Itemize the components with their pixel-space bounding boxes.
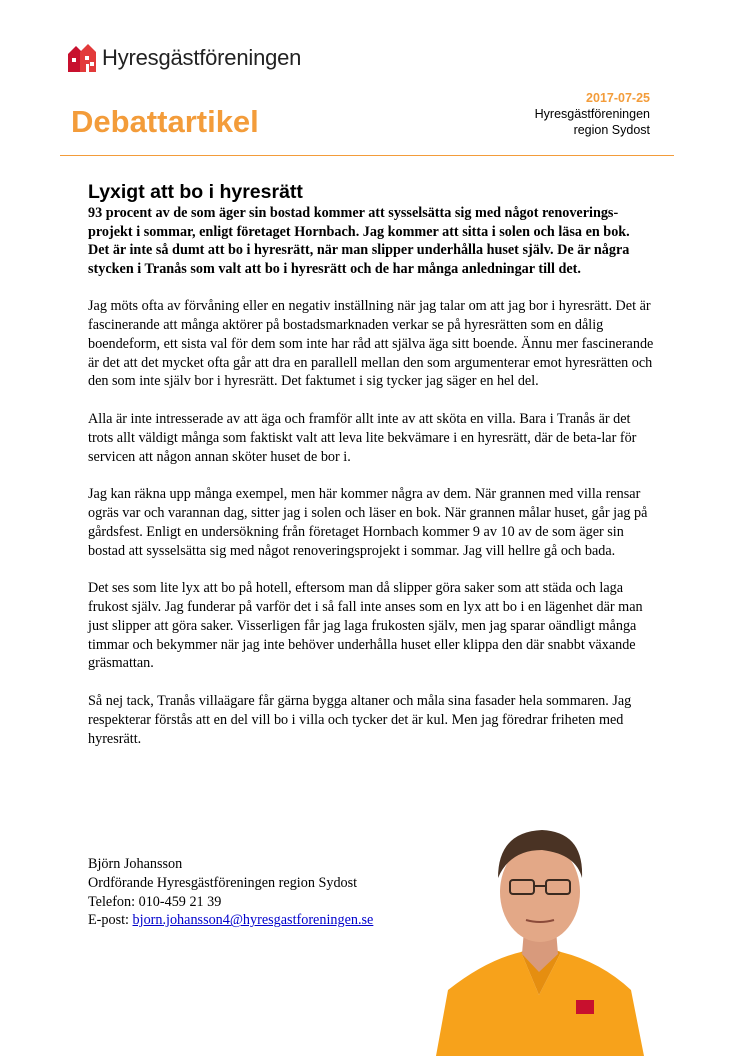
author-email-line <box>88 911 373 930</box>
brand-logo <box>66 40 301 76</box>
document-type-heading: Debattartikel <box>71 104 259 139</box>
author-phone: Telefon: 010-459 21 39 <box>88 893 222 910</box>
document-date: 2017-07-25 <box>586 91 650 105</box>
article-paragraph: Alla är inte intresserade av att äga och framför allt inte av att sköta en villa. Bara i Tranås är det trots allt väldigt många som faktiskt valt att leva lite bekvämare i en hyresrätt, där de beta-lar för servicen att någon annan sköter huset de bor i. <box>88 410 637 465</box>
article-paragraph: Jag möts ofta av förvåning eller en negativ inställning när jag talar om att jag bor i hyresrätt. Det är fascinerande att många aktörer på bostadsmarknaden verkar se på hyresrätten som en dålig boendeform, ett sista val för dem som inte har råd att själva äga sitt boende. Ännu mer fascinerande är det att det mycket ofta går att dra en parallell mellan den som argumenterar emot hyresrätten och den som inte själv bor i hyresrätt. Det faktumet i sig tycker jag säger en hel del. <box>88 298 654 390</box>
email-label: E-post: <box>88 912 133 929</box>
header-divider <box>60 155 674 156</box>
logo-text: Hyresgästföreningen <box>102 45 302 70</box>
author-title: Ordförande Hyresgästföreningen region Sydost <box>88 874 358 891</box>
document-meta <box>535 90 650 138</box>
article-lead: 93 procent av de som äger sin bostad kommer att sysselsätta sig med något renoverings-projekt i sommar, enligt företaget Hornbach. Jag kommer att sitta i solen och läsa en bok. Det är inte så dumt att bo i hyresrätt, när man slipper underhålla huset själv. De är några stycken i Tranås som valt att bo i hyresrätt och de har många anledningar till det. <box>88 205 630 277</box>
article-paragraph: Jag kan räkna upp många exempel, men här kommer några av dem. När grannen med villa rensar ogräs var och varannan dag, sitter jag i solen och läser en bok. När grannen målar huset, går jag på gårdsfest. Enligt en undersökning från företaget Hornbach kommer 9 av 10 av de som äger sin bostad att sysselsätta sig med något renoveringsprojekt i sommar. Jag vill hellre gå och bada. <box>88 486 648 559</box>
signature-block <box>88 855 373 930</box>
article-paragraph: Så nej tack, Tranås villaägare får gärna bygga altaner och måla sina fasader hela sommaren. Jag respekterar förstås att en del vill bo i villa och tycker det är kul. Men jag föredrar friheten med hyresrätt. <box>88 692 632 747</box>
org-region: region Sydost <box>573 123 650 137</box>
house-logo-icon <box>66 42 98 74</box>
article-paragraph: Det ses som lite lyx att bo på hotell, eftersom man då slipper göra saker som att städa och laga frukost själv. Jag funderar på varför det i så fall inte anses som en lyx att bo i en lägenhet där man just slipper att göra saker. Visserligen får jag laga frukosten själv, men jag sparar oändligt många timmar och bekymmer när jag inte behöver underhålla huset eller klippa den där snabbt växande gräsmattan. <box>88 580 643 672</box>
author-portrait <box>426 820 652 1056</box>
email-link[interactable]: bjorn.johansson4@hyresgastforeningen.se <box>132 912 374 929</box>
article-body <box>88 180 654 748</box>
author-name: Björn Johansson <box>88 856 183 872</box>
org-name: Hyresgästföreningen <box>534 107 650 121</box>
article-title: Lyxigt att bo i hyresrätt <box>88 181 303 203</box>
